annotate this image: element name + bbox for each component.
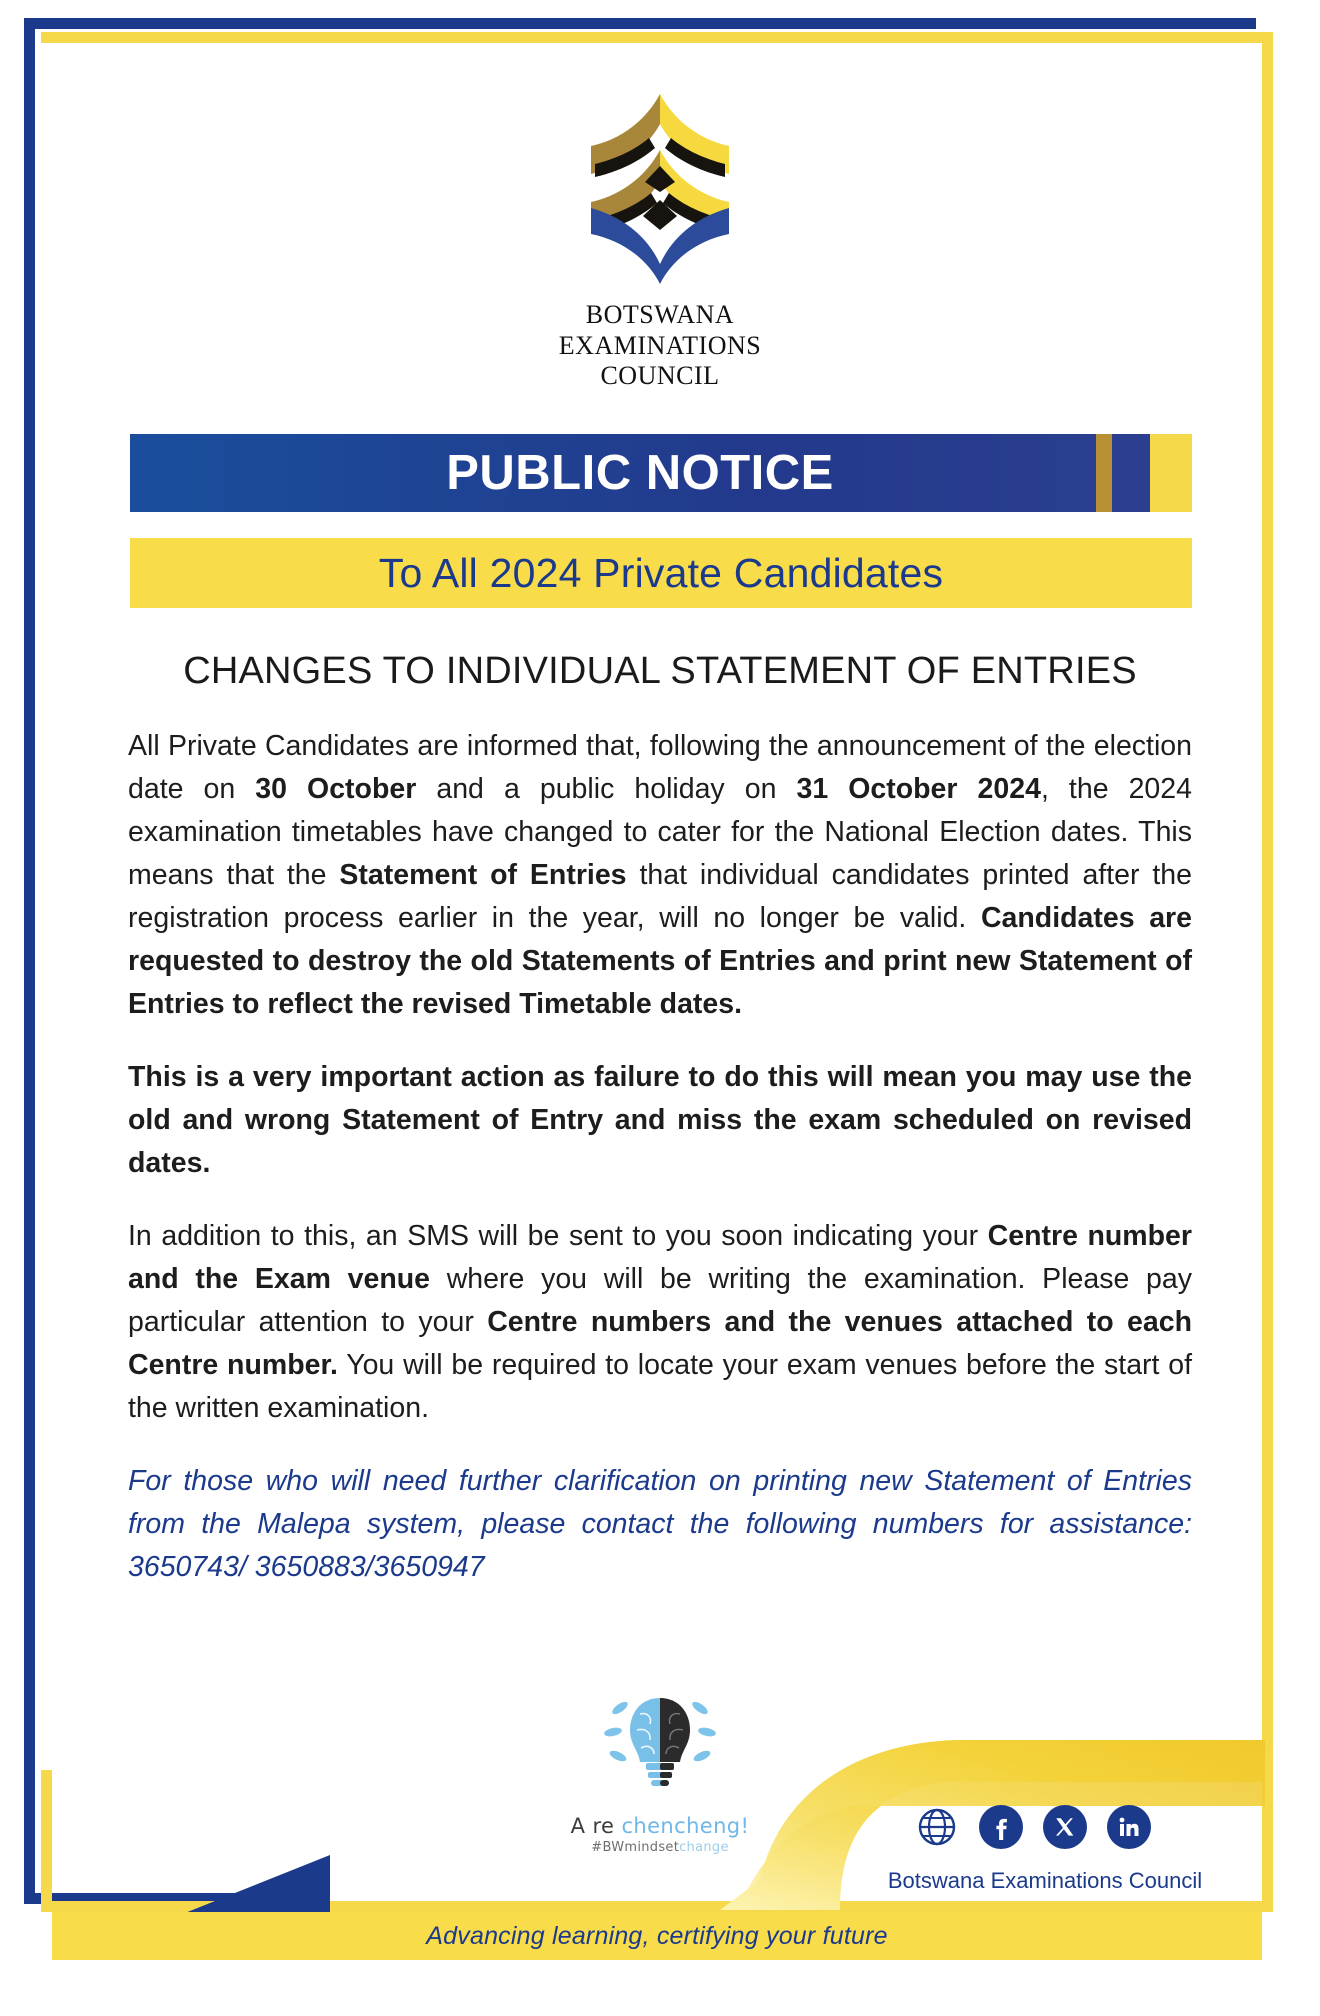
tagline-bar <box>52 1912 1262 1960</box>
run-text: , the 2024 examination timetables have changed to cater for the National Election dates. This means that the <box>128 773 1192 891</box>
run-text: You will be required to locate your exam venues before the start of the written examination. <box>128 1349 1193 1424</box>
bec-chevron-emblem-icon <box>575 88 745 288</box>
run-bold-holiday-date: 31 October 2024 <box>796 773 1041 805</box>
facebook-icon[interactable] <box>979 1805 1023 1849</box>
campaign-hashtag-highlight: change <box>679 1840 729 1855</box>
run-bold-centre-numbers: Centre numbers and the venues attached to each Centre number. <box>128 1306 1192 1381</box>
run-bold-warning: This is a very important action as failure to do this will mean you may use the old and wrong Statement of Entry and miss the exam scheduled on revised dates. <box>128 1061 1192 1179</box>
banner-gold-accent <box>1096 434 1112 512</box>
frame-border-yellow-left <box>41 1770 52 1912</box>
notice-paragraph-4 <box>128 1460 1192 1589</box>
run-bold-destroy-instruction: Candidates are requested to destroy the old Statements of Entries and print new Statement of Entries to reflect the revised Timetable dates. <box>128 902 1192 1020</box>
frame-corner-wedge <box>180 1855 330 1915</box>
globe-icon[interactable] <box>915 1805 959 1849</box>
x-twitter-icon[interactable] <box>1043 1805 1087 1849</box>
public-notice-banner <box>130 434 1150 512</box>
notice-paragraph-2 <box>128 1056 1192 1185</box>
run-text: All Private Candidates are informed that, following the announcement of the election date on <box>128 730 1192 805</box>
footer-organisation-name: Botswana Examinations Council <box>887 1868 1203 1893</box>
linkedin-icon[interactable] <box>1107 1805 1151 1849</box>
frame-border-yellow-top <box>41 32 1273 43</box>
run-bold-centre-venue: Centre number and the Exam venue <box>128 1220 1192 1295</box>
notice-heading: CHANGES TO INDIVIDUAL STATEMENT OF ENTRIES <box>183 650 1137 692</box>
notice-paragraph-3 <box>128 1215 1192 1430</box>
audience-title: To All 2024 Private Candidates <box>378 549 944 596</box>
run-text: In addition to this, an SMS will be sent to you soon indicating your <box>128 1220 988 1252</box>
notice-paragraph-1 <box>128 725 1192 1026</box>
campaign-slogan-highlight: chencheng! <box>621 1814 750 1838</box>
brain-lightbulb-icon <box>604 1690 716 1808</box>
organisation-name: BOTSWANA EXAMINATIONS COUNCIL <box>558 300 762 391</box>
run-bold-election-date: 30 October <box>255 773 417 805</box>
run-text: that individual candidates printed after the registration process earlier in the year, will no longer be valid. <box>128 859 1192 934</box>
public-notice-title: PUBLIC NOTICE <box>446 446 834 500</box>
run-contact-note: For those who will need further clarification on printing new Statement of Entries from the Malepa system, please contact the following numbers for assistance: 3650743/ 3650883/3650947 <box>128 1465 1192 1583</box>
audience-banner <box>130 538 1192 608</box>
campaign-hashtag-prefix: #BWmindset <box>591 1840 680 1855</box>
run-bold-statement-of-entries: Statement of Entries <box>339 859 627 891</box>
social-links <box>915 1805 1165 1849</box>
frame-border-blue-top <box>24 18 1256 29</box>
run-text: where you will be writing the examination. Please pay particular attention to your <box>128 1263 1192 1338</box>
tagline-text: Advancing learning, certifying your future <box>426 1921 888 1950</box>
organisation-logo <box>0 88 1320 392</box>
run-text: and a public holiday on <box>416 773 797 805</box>
campaign-hashtag <box>591 1840 729 1855</box>
campaign-slogan-prefix: A re <box>570 1814 622 1838</box>
notice-body <box>128 725 1192 1589</box>
